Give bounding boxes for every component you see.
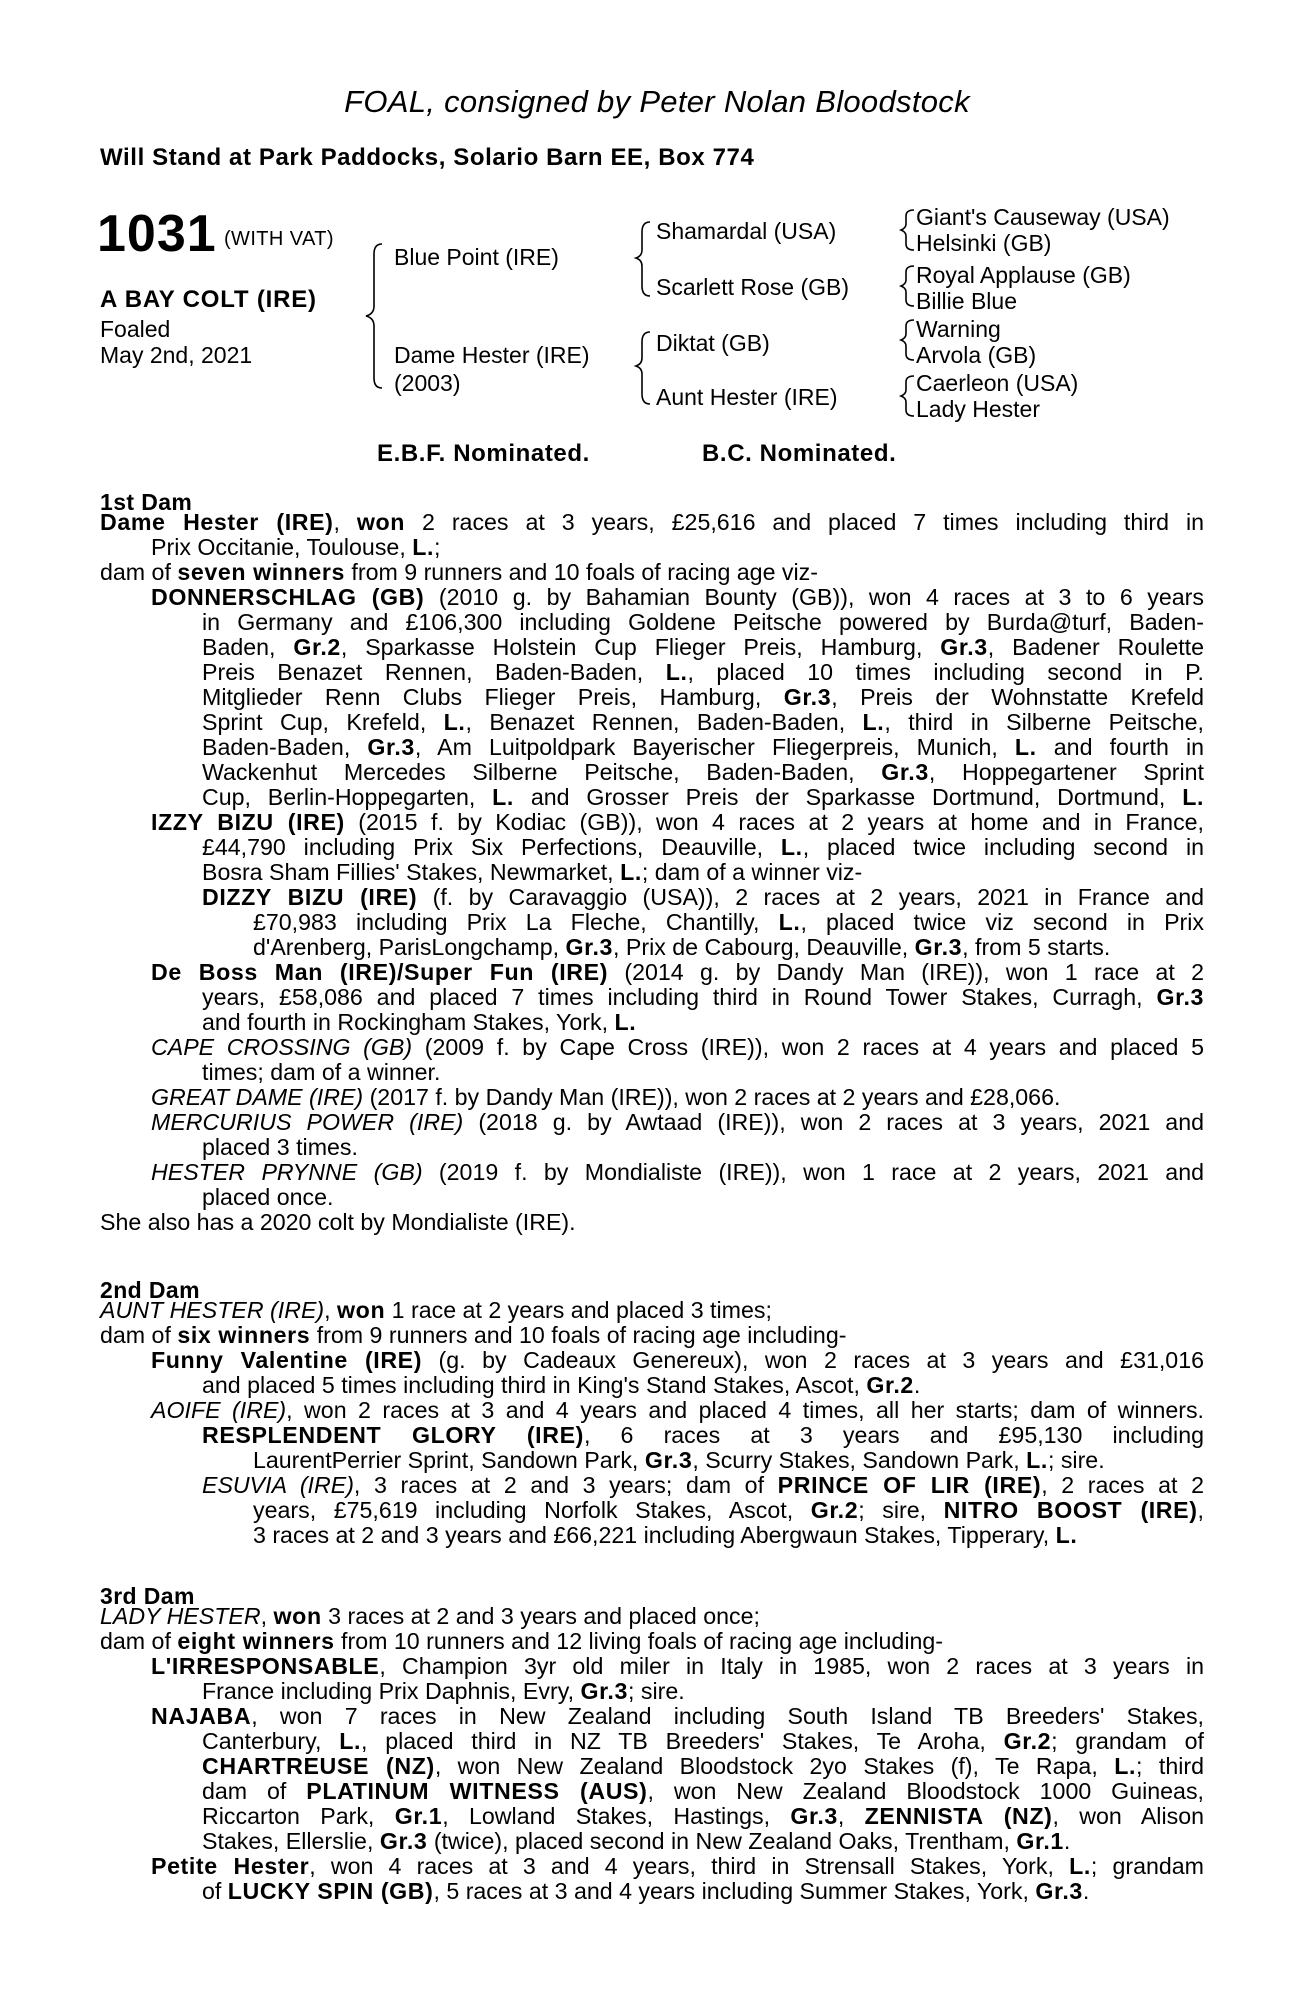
- first-dam-line: [202, 785, 1204, 810]
- bold-text: Gr.3: [565, 934, 614, 960]
- text-run: ; sire,: [858, 1497, 944, 1523]
- text-run: , won 2 races at 3 and 4 years and placed 4 times, all her starts; dam of winners.: [286, 1397, 1204, 1423]
- bold-text: Gr.3: [790, 1803, 838, 1829]
- bold-text: L.: [492, 784, 514, 810]
- second-dam-line: [202, 1423, 1204, 1448]
- third-dam-line: [202, 1829, 1070, 1854]
- text-run: and placed 5 times including third in King's Stand Stakes, Ascot,: [202, 1372, 867, 1398]
- text-run: , won New Zealand Bloodstock 2yo Stakes (f), Te Rapa,: [434, 1753, 1115, 1779]
- pedigree-sire-sire: Shamardal (USA): [656, 218, 837, 244]
- text-run: Riccarton Park,: [202, 1803, 395, 1829]
- first-dam-line: [100, 510, 1204, 535]
- text-run: (g. by Cadeaux Genereux), won 2 races at 3 years and £31,016: [422, 1347, 1204, 1373]
- pedigree-sire: Blue Point (IRE): [394, 244, 559, 270]
- third-dam-line: [100, 1629, 943, 1654]
- text-run: Wackenhut Mercedes Silberne Peitsche, Baden-Baden,: [202, 759, 882, 785]
- text-run: (2015 f. by Kodiac (GB)), won 4 races at 2 years at home and in France,: [344, 809, 1204, 835]
- bold-text: NITRO BOOST (IRE): [943, 1497, 1198, 1523]
- bold-text: De Boss Man (IRE)/Super Fun (IRE): [151, 959, 609, 985]
- bold-text: Gr.3: [367, 734, 415, 760]
- bold-text: won: [273, 1603, 322, 1629]
- text-run: dam of: [100, 1322, 178, 1348]
- text-run: ,: [837, 1803, 865, 1829]
- first-dam-line: [202, 1060, 440, 1085]
- text-run: (2019 f. by Mondialiste (IRE)), won 1 race at 2 years, 2021 and: [422, 1159, 1204, 1185]
- first-dam-line: [151, 960, 1204, 985]
- text-run: years, £58,086 and placed 7 times including third in Round Tower Stakes, Curragh,: [202, 984, 1157, 1010]
- text-run: and fourth in: [1036, 734, 1204, 760]
- text-run: Preis Benazet Rennen, Baden-Baden,: [202, 659, 666, 685]
- bold-text: Gr.3: [379, 1828, 428, 1854]
- third-dam-line: [151, 1854, 1204, 1879]
- text-run: LaurentPerrier Sprint, Sandown Park,: [253, 1447, 645, 1473]
- text-run: (2017 f. by Dandy Man (IRE)), won 2 races at 2 years and £28,066.: [363, 1084, 1061, 1110]
- text-run: .: [1063, 1828, 1071, 1854]
- first-dam-line: [202, 1135, 358, 1160]
- text-run: dam of: [100, 559, 178, 585]
- lot-title: A BAY COLT (IRE): [100, 286, 317, 313]
- pedigree-sire-dam: Scarlett Rose (GB): [656, 274, 849, 300]
- text-run: ,: [260, 1603, 274, 1629]
- text-run: 2 races at 3 years, £25,616 and placed 7 times including third in: [405, 509, 1205, 535]
- first-dam-line: [100, 1210, 576, 1235]
- text-run: ; third: [1136, 1753, 1204, 1779]
- text-run: , 6 races at 3 years and £95,130 including: [583, 1422, 1204, 1448]
- text-run: Sprint Cup, Krefeld,: [202, 709, 444, 735]
- bold-text: L.: [412, 534, 435, 560]
- text-run: ; grandam: [1090, 1853, 1204, 1879]
- bold-text: Petite Hester: [151, 1853, 310, 1879]
- first-dam-line: [202, 635, 1204, 660]
- text-run: from 10 runners and 12 living foals of racing age including-: [334, 1628, 943, 1654]
- lot-number: 1031: [97, 205, 217, 263]
- second-dam-line: [253, 1498, 1204, 1523]
- first-dam-line: [202, 860, 862, 885]
- third-dam-heading: 3rd Dam: [100, 1583, 195, 1609]
- first-dam-line: [151, 1160, 1204, 1185]
- italic-text: HESTER PRYNNE (GB): [151, 1159, 423, 1185]
- text-run: (twice), placed second in New Zealand Oaks, Trentham,: [427, 1828, 1017, 1854]
- text-run: Cup, Berlin-Hoppegarten,: [202, 784, 493, 810]
- third-dam-line: [202, 1729, 1204, 1754]
- foaled-label: Foaled: [100, 316, 171, 342]
- bold-text: six winners: [177, 1322, 311, 1348]
- text-run: (f. by Caravaggio (USA)), 2 races at 2 years, 2021 in France and: [417, 884, 1204, 910]
- first-dam-line: [253, 910, 1204, 935]
- second-dam-line: [253, 1523, 1077, 1548]
- text-run: (2014 g. by Dandy Man (IRE)), won 1 race at 2: [608, 959, 1204, 985]
- italic-text: AUNT HESTER (IRE): [100, 1297, 325, 1323]
- text-run: ; sire.: [627, 1678, 685, 1704]
- text-run: Bosra Sham Fillies' Stakes, Newmarket,: [202, 859, 621, 885]
- first-dam-line: [151, 535, 440, 560]
- pedigree-dam-dam: Aunt Hester (IRE): [656, 384, 838, 410]
- first-dam-line: [202, 735, 1204, 760]
- bold-text: seven winners: [177, 559, 345, 585]
- text-run: years, £75,619 including Norfolk Stakes, Ascot,: [253, 1497, 811, 1523]
- text-run: , Champion 3yr old miler in Italy in 1985, won 2 races at 3 years in: [379, 1653, 1204, 1679]
- first-dam-line: [151, 810, 1204, 835]
- text-run: , won 7 races in New Zealand including South Island TB Breeders' Stakes,: [251, 1703, 1204, 1729]
- text-run: , 2 races at 2: [1041, 1472, 1204, 1498]
- third-dam-line: [151, 1704, 1204, 1729]
- text-run: , Am Luitpoldpark Bayerischer Fliegerpreis, Munich,: [414, 734, 1015, 760]
- text-run: ,: [333, 509, 357, 535]
- bold-text: Gr.3: [914, 934, 963, 960]
- bold-text: Gr.2: [1003, 1728, 1052, 1754]
- second-dam-line: [151, 1398, 1204, 1423]
- pedigree-ggp: Lady Hester: [916, 396, 1041, 422]
- bold-text: L.: [862, 709, 885, 735]
- text-run: ; grandam of: [1051, 1728, 1204, 1754]
- text-run: (2010 g. by Bahamian Bounty (GB)), won 4 races at 3 to 6 years: [424, 584, 1204, 610]
- second-dam-line: [202, 1373, 920, 1398]
- pedigree-ggp: Helsinki (GB): [916, 230, 1052, 256]
- text-run: of: [202, 1878, 228, 1904]
- first-dam-line: [151, 1110, 1204, 1135]
- text-run: placed 3 times.: [202, 1134, 358, 1160]
- text-run: , Benazet Rennen, Baden-Baden,: [465, 709, 863, 735]
- text-run: .: [1082, 1878, 1090, 1904]
- italic-text: GREAT DAME (IRE): [151, 1084, 364, 1110]
- pedigree-dam: Dame Hester (IRE): [394, 342, 590, 368]
- italic-text: LADY HESTER: [100, 1603, 261, 1629]
- text-run: , won 4 races at 3 and 4 years, third in Strensall Stakes, York,: [309, 1853, 1070, 1879]
- bold-text: CHARTREUSE (NZ): [202, 1753, 435, 1779]
- text-run: , Lowland Stakes, Hastings,: [442, 1803, 791, 1829]
- foaled-date: May 2nd, 2021: [100, 342, 253, 368]
- bold-text: Gr.2: [866, 1372, 914, 1398]
- bold-text: PLATINUM WITNESS (AUS): [306, 1778, 648, 1804]
- third-dam-line: [202, 1804, 1204, 1829]
- bold-text: Gr.3: [881, 759, 929, 785]
- bold-text: L.: [1055, 1522, 1078, 1548]
- vat-note: (WITH VAT): [224, 228, 334, 250]
- bold-text: Funny Valentine (IRE): [151, 1347, 423, 1373]
- bold-text: DONNERSCHLAG (GB): [151, 584, 425, 610]
- second-dam-line: [202, 1473, 1204, 1498]
- bold-text: Dame Hester (IRE): [100, 509, 334, 535]
- text-run: in Germany and £106,300 including Goldene Peitsche powered by Burda@turf, Baden-: [202, 609, 1204, 635]
- text-run: ;: [434, 534, 441, 560]
- bold-text: L.: [1069, 1853, 1091, 1879]
- text-run: , placed 10 times including second in P.: [687, 659, 1204, 685]
- pedigree-ggp: Billie Blue: [916, 288, 1017, 314]
- third-dam-line: [202, 1754, 1204, 1779]
- pedigree-dam-year: (2003): [394, 370, 461, 396]
- text-run: dam of: [100, 1628, 178, 1654]
- bold-text: L.: [614, 1009, 637, 1035]
- second-dam-line: [100, 1298, 772, 1323]
- text-run: She also has a 2020 colt by Mondialiste (IRE).: [100, 1209, 576, 1235]
- first-dam-line: [202, 885, 1204, 910]
- pedigree-ggp: Royal Applause (GB): [916, 262, 1131, 288]
- bold-text: Gr.1: [394, 1803, 443, 1829]
- text-run: Stakes, Ellerslie,: [202, 1828, 380, 1854]
- first-dam-line: [151, 1085, 1060, 1110]
- text-run: , Preis der Wohnstatte Krefeld: [831, 684, 1204, 710]
- second-dam-line: [253, 1448, 1105, 1473]
- text-run: ,: [1197, 1497, 1204, 1523]
- text-run: from 9 runners and 10 foals of racing age including-: [310, 1322, 847, 1348]
- bold-text: L.: [778, 909, 801, 935]
- consignor-title: FOAL, consigned by Peter Nolan Bloodstock: [344, 84, 970, 119]
- text-run: , Sparkasse Holstein Cup Flieger Preis, Hamburg,: [340, 634, 941, 660]
- first-dam-line: [151, 585, 1204, 610]
- pedigree-ggp: Arvola (GB): [916, 342, 1037, 368]
- bold-text: NAJABA: [151, 1703, 252, 1729]
- first-dam-heading: 1st Dam: [100, 489, 193, 515]
- bold-text: Gr.3: [1035, 1878, 1083, 1904]
- first-dam-line: [202, 985, 1204, 1010]
- text-run: Mitglieder Renn Clubs Flieger Preis, Hamburg,: [202, 684, 784, 710]
- bold-text: L'IRRESPONSABLE: [151, 1653, 380, 1679]
- text-run: Canterbury,: [202, 1728, 340, 1754]
- text-run: , placed twice viz second in Prix: [800, 909, 1204, 935]
- text-run: from 9 runners and 10 foals of racing age viz-: [344, 559, 818, 585]
- text-run: , won New Zealand Bloodstock 1000 Guineas,: [647, 1778, 1204, 1804]
- third-dam-line: [202, 1679, 685, 1704]
- text-run: times; dam of a winner.: [202, 1059, 441, 1085]
- third-dam-line: [202, 1879, 1089, 1904]
- first-dam-line: [202, 610, 1204, 635]
- first-dam-line: [202, 710, 1204, 735]
- second-dam-line: [151, 1348, 1204, 1373]
- text-run: ,: [324, 1297, 338, 1323]
- text-run: ; sire.: [1047, 1447, 1105, 1473]
- first-dam-line: [202, 1010, 636, 1035]
- text-run: (2009 f. by Cape Cross (IRE)), won 2 races at 4 years and placed 5: [412, 1034, 1204, 1060]
- text-run: , Scurry Stakes, Sandown Park,: [692, 1447, 1027, 1473]
- bold-text: L.: [780, 834, 803, 860]
- bold-text: won: [337, 1297, 386, 1323]
- text-run: , third in Silberne Peitsche,: [884, 709, 1204, 735]
- stabling-location: Will Stand at Park Paddocks, Solario Barn EE, Box 774: [100, 144, 755, 171]
- bold-text: PRINCE OF LIR (IRE): [777, 1472, 1042, 1498]
- text-run: 1 race at 2 years and placed 3 times;: [385, 1297, 772, 1323]
- text-run: £44,790 including Prix Six Perfections, Deauville,: [202, 834, 781, 860]
- first-dam-line: [202, 685, 1204, 710]
- italic-text: ESUVIA (IRE): [202, 1472, 354, 1498]
- text-run: , won Alison: [1052, 1803, 1205, 1829]
- italic-text: CAPE CROSSING (GB): [151, 1034, 413, 1060]
- ebf-nomination: E.B.F. Nominated.: [377, 440, 590, 467]
- bold-text: Gr.3: [580, 1678, 628, 1704]
- bold-text: eight winners: [177, 1628, 335, 1654]
- bc-nomination: B.C. Nominated.: [702, 440, 897, 467]
- text-run: placed once.: [202, 1184, 334, 1210]
- text-run: £70,983 including Prix La Fleche, Chantilly,: [253, 909, 779, 935]
- text-run: 3 races at 2 and 3 years and £66,221 including Abergwaun Stakes, Tipperary,: [253, 1522, 1056, 1548]
- text-run: , from 5 starts.: [962, 934, 1111, 960]
- first-dam-line: [202, 1185, 334, 1210]
- bold-text: Gr.3: [940, 634, 988, 660]
- first-dam-line: [202, 835, 1204, 860]
- text-run: ; dam of a winner viz-: [641, 859, 863, 885]
- first-dam-line: [100, 560, 818, 585]
- bold-text: L.: [1014, 734, 1037, 760]
- bold-text: Gr.2: [810, 1497, 859, 1523]
- text-run: Baden,: [202, 634, 294, 660]
- text-run: Baden-Baden,: [202, 734, 368, 760]
- bold-text: L.: [1114, 1753, 1137, 1779]
- bold-text: Gr.3: [1156, 984, 1204, 1010]
- bold-text: Gr.2: [293, 634, 341, 660]
- second-dam-heading: 2nd Dam: [100, 1277, 200, 1303]
- text-run: (2018 g. by Awtaad (IRE)), won 2 races at 3 years, 2021 and: [463, 1109, 1204, 1135]
- bold-text: L.: [665, 659, 688, 685]
- text-run: dam of: [202, 1778, 307, 1804]
- text-run: d'Arenberg, ParisLongchamp,: [253, 934, 566, 960]
- text-run: , 3 races at 2 and 3 years; dam of: [353, 1472, 778, 1498]
- text-run: , placed third in NZ TB Breeders' Stakes, Te Aroha,: [361, 1728, 1004, 1754]
- italic-text: MERCURIUS POWER (IRE): [151, 1109, 464, 1135]
- first-dam-line: [253, 935, 1110, 960]
- bold-text: IZZY BIZU (IRE): [151, 809, 345, 835]
- first-dam-line: [202, 760, 1204, 785]
- bold-text: L.: [443, 709, 466, 735]
- third-dam-line: [151, 1654, 1204, 1679]
- text-run: , Badener Roulette: [987, 634, 1205, 660]
- bold-text: ZENNISTA (NZ): [864, 1803, 1053, 1829]
- pedigree-ggp: Warning: [916, 316, 1001, 342]
- pedigree-dam-sire: Diktat (GB): [656, 330, 770, 356]
- first-dam-line: [202, 660, 1204, 685]
- pedigree-ggp: Giant's Causeway (USA): [916, 204, 1170, 230]
- text-run: Prix Occitanie, Toulouse,: [151, 534, 413, 560]
- text-run: 3 races at 2 and 3 years and placed once;: [321, 1603, 760, 1629]
- text-run: , placed twice including second in: [802, 834, 1204, 860]
- bold-text: LUCKY SPIN (GB): [227, 1878, 434, 1904]
- bold-text: L.: [1182, 784, 1204, 810]
- text-run: and fourth in Rockingham Stakes, York,: [202, 1009, 615, 1035]
- text-run: France including Prix Daphnis, Evry,: [202, 1678, 581, 1704]
- italic-text: AOIFE (IRE): [151, 1397, 287, 1423]
- bold-text: Gr.3: [783, 684, 832, 710]
- bold-text: won: [356, 509, 406, 535]
- bold-text: RESPLENDENT GLORY (IRE): [202, 1422, 584, 1448]
- pedigree-ggp: Caerleon (USA): [916, 370, 1079, 396]
- text-run: , 5 races at 3 and 4 years including Summer Stakes, York,: [433, 1878, 1036, 1904]
- second-dam-line: [100, 1323, 846, 1348]
- text-run: and Grosser Preis der Sparkasse Dortmund, Dortmund,: [513, 784, 1183, 810]
- bold-text: Gr.1: [1016, 1828, 1064, 1854]
- text-run: , Prix de Cabourg, Deauville,: [613, 934, 915, 960]
- bold-text: L.: [339, 1728, 361, 1754]
- bold-text: L.: [620, 859, 642, 885]
- bold-text: L.: [1026, 1447, 1048, 1473]
- third-dam-line: [100, 1604, 760, 1629]
- first-dam-line: [151, 1035, 1204, 1060]
- bold-text: DIZZY BIZU (IRE): [202, 884, 418, 910]
- text-run: , Hoppegartener Sprint: [928, 759, 1204, 785]
- text-run: .: [913, 1372, 921, 1398]
- third-dam-line: [202, 1779, 1204, 1804]
- bold-text: Gr.3: [644, 1447, 693, 1473]
